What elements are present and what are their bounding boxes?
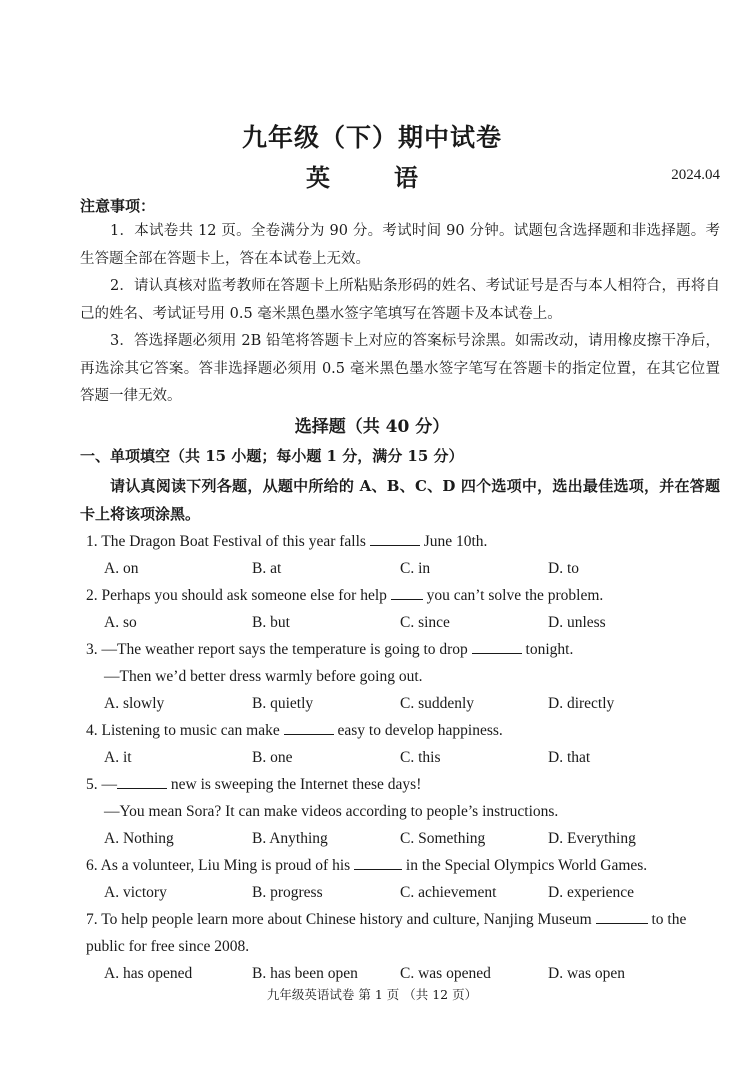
notice-list (80, 218, 720, 411)
answer-blank (117, 774, 167, 789)
question-text: easy to develop happiness. (333, 722, 503, 739)
question-text: 5. — (86, 776, 117, 793)
answer-option: A. Nothing (104, 830, 174, 847)
dialogue-line: —Then we’d better dress warmly before going out. (104, 668, 423, 685)
answer-option: C. this (400, 749, 441, 766)
question-item (86, 906, 726, 987)
option-row (86, 609, 726, 636)
answer-option: B. quietly (252, 695, 314, 712)
option-row (86, 825, 726, 852)
question-item (86, 582, 726, 636)
exam-subject: 英 语 (306, 163, 438, 192)
exam-date: 2024.04 (671, 167, 720, 183)
option-row (86, 690, 726, 717)
answer-option: D. Everything (548, 830, 636, 847)
question-text: to the public for free since 2008. (86, 911, 687, 955)
answer-option: C. was opened (400, 965, 491, 982)
option-row (86, 879, 726, 906)
answer-option: A. it (104, 749, 132, 766)
answer-blank (391, 585, 423, 600)
answer-option: B. at (252, 560, 282, 577)
dialogue-line: —You mean Sora? It can make videos according to people’s instructions. (104, 803, 559, 820)
answer-option: A. so (104, 614, 137, 631)
answer-option: A. on (104, 560, 139, 577)
question-item (86, 852, 726, 906)
answer-option: B. has been open (252, 965, 358, 982)
section-title: 选择题（共 40 分） (294, 417, 450, 437)
question-stem (86, 582, 726, 609)
answer-blank (284, 720, 334, 735)
answer-option: D. was open (548, 965, 626, 982)
question-stem (86, 528, 726, 555)
page-footer: 九年级英语试卷 第 1 页 （共 12 页） (266, 987, 478, 1002)
answer-option: C. since (400, 614, 450, 631)
answer-option: D. experience (548, 884, 635, 901)
part-instructions: 请认真阅读下列各题，从题中所给的 A、B、C、D 四个选项中，选出最佳选项，并在答题卡上将该项涂黑。 (80, 477, 720, 523)
question-stem (86, 717, 726, 744)
notice-item: 2．请认真核对监考教师在答题卡上所粘贴条形码的姓名、考试证号是否与本人相符合，再将自己的姓名、考试证号用 0.5 毫米黑色墨水签字笔填写在答题卡及本试卷上。 (80, 278, 720, 322)
option-row (86, 960, 726, 987)
question-stem (86, 852, 726, 879)
question-text: you can’t solve the problem. (422, 587, 604, 604)
answer-blank (370, 531, 420, 546)
answer-option: C. suddenly (400, 695, 475, 712)
answer-option: B. progress (252, 884, 323, 901)
question-item (86, 717, 726, 771)
answer-option: B. Anything (252, 830, 328, 847)
question-text: 2. Perhaps you should ask someone else for help (86, 587, 391, 604)
answer-option: A. slowly (104, 695, 165, 712)
question-text: 1. The Dragon Boat Festival of this year falls (86, 533, 370, 550)
answer-blank (354, 855, 402, 870)
answer-option: C. Something (400, 830, 486, 847)
option-row (86, 555, 726, 582)
answer-option: C. achievement (400, 884, 497, 901)
question-text: 3. —The weather report says the temperature is going to drop (86, 641, 472, 658)
option-row (86, 744, 726, 771)
answer-option: D. to (548, 560, 579, 577)
answer-option: B. one (252, 749, 293, 766)
question-text: in the Special Olympics World Games. (402, 857, 648, 874)
answer-option: B. but (252, 614, 290, 631)
answer-option: C. in (400, 560, 431, 577)
answer-option: D. that (548, 749, 591, 766)
question-text: 4. Listening to music can make (86, 722, 284, 739)
answer-option: D. unless (548, 614, 606, 631)
notice-item: 1．本试卷共 12 页。全卷满分为 90 分。考试时间 90 分钟。试题包含选择题和非选择题。考生答题全部在答题卡上，答在本试卷上无效。 (80, 223, 720, 267)
question-item (86, 771, 726, 852)
exam-title: 九年级（下）期中试卷 (241, 123, 502, 152)
notice-heading: 注意事项： (80, 197, 156, 215)
question-text: new is sweeping the Internet these days! (167, 776, 422, 793)
question-text: June 10th. (419, 533, 488, 550)
answer-blank (472, 639, 522, 654)
notice-item: 3．答选择题必须用 2B 铅笔将答题卡上对应的答案标号涂黑。如需改动，请用橡皮擦干净后，再选涂其它答案。答非选择题必须用 0.5 毫米黑色墨水签字笔写在答题卡的指定位置，在其它位置答题一律无效。 (80, 333, 720, 404)
question-text: 6. As a volunteer, Liu Ming is proud of his (86, 857, 355, 874)
question-stem (86, 636, 726, 663)
question-list (86, 528, 726, 987)
question-item (86, 636, 726, 717)
part-title: 一、单项填空（共 15 小题；每小题 1 分，满分 15 分） (80, 447, 464, 465)
answer-option: D. directly (548, 695, 615, 712)
question-text: 7. To help people learn more about Chinese history and culture, Nanjing Museum (86, 911, 596, 928)
question-stem (86, 771, 726, 798)
answer-option: A. victory (104, 884, 167, 901)
question-text: tonight. (521, 641, 574, 658)
question-stem (86, 906, 726, 960)
question-item (86, 528, 726, 582)
answer-option: A. has opened (104, 965, 193, 982)
answer-blank (596, 909, 648, 924)
